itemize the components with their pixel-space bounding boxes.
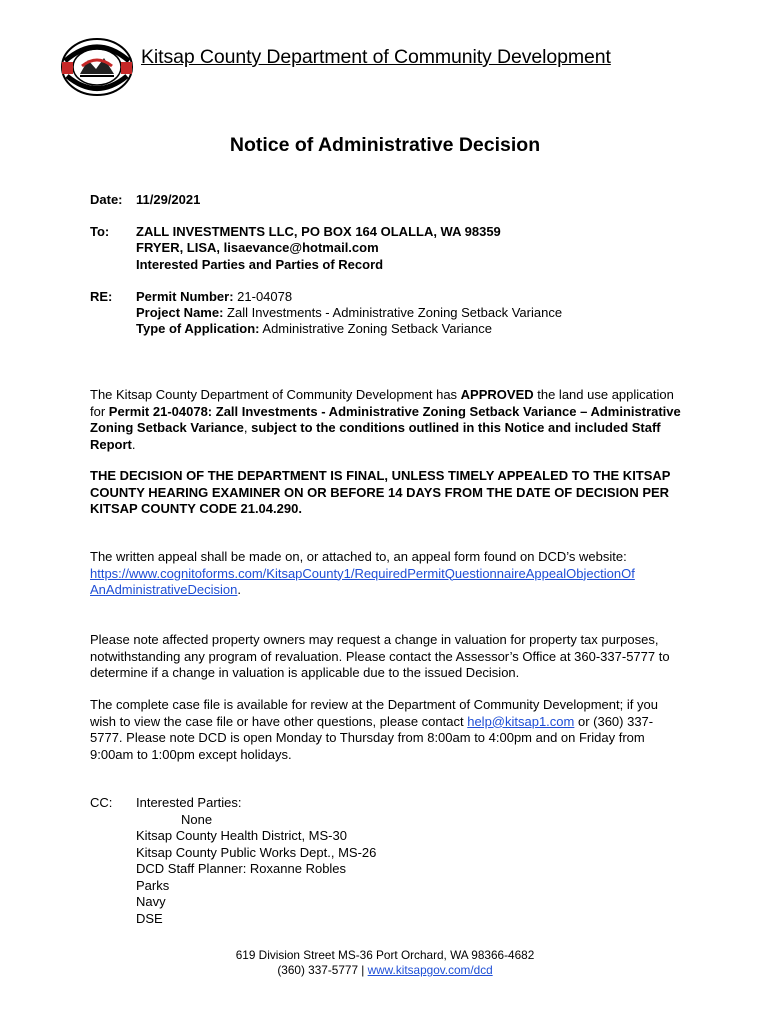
case-file-text-1: The complete case file is available for review at the Department of Community Development; if you wish to view the case file or have other questions, please contact <box>90 697 658 729</box>
cc-recipient: Parks <box>136 878 170 893</box>
permit-title: Permit 21-04078: Zall Investments - Administrative Zoning Setback Variance – Administrative Zoning Setback Variance <box>90 403 681 435</box>
notice-title: Notice of Administrative Decision <box>229 134 541 156</box>
cc-recipient: Kitsap County Public Works Dept., MS-26 <box>136 845 377 860</box>
project-name: Zall Investments - Administrative Zoning Setback Variance <box>227 305 563 320</box>
cc-recipient: Kitsap County Health District, MS-30 <box>136 828 347 843</box>
cc-recipient: Navy <box>136 894 166 909</box>
application-type-label: Type of Application: <box>136 321 260 336</box>
appeal-form-link-cont[interactable]: AnAdministrativeDecision <box>90 582 238 597</box>
date-value: 11/29/2021 <box>136 192 201 207</box>
approved-status: APPROVED <box>460 387 534 402</box>
to-line-3: Interested Parties and Parties of Record <box>136 257 384 272</box>
case-file-paragraph <box>90 697 682 763</box>
application-type-line <box>136 321 492 338</box>
cc-none: None <box>181 812 213 827</box>
footer-address: 619 Division Street MS-36 Port Orchard, WA 98366-4682 <box>235 948 535 962</box>
re-label: RE: <box>90 289 113 304</box>
footer-phone: (360) 337-5777 <box>277 963 359 977</box>
to-line-1: ZALL INVESTMENTS LLC, PO BOX 164 OLALLA, WA 98359 <box>136 224 501 239</box>
valuation-paragraph: Please note affected property owners may request a change in valuation for property tax purposes, notwithstanding any program of revaluation. Please contact the Assessor’s Office at 360-337-5777 to determine if a change in valuation is applicable due to the issued Decision. <box>90 632 670 680</box>
approval-text-3: , <box>243 420 252 435</box>
help-email-link[interactable]: help@kitsap1.com <box>467 713 575 729</box>
cc-recipient: DSE <box>136 911 163 926</box>
appeal-paragraph <box>90 549 682 599</box>
department-title: Kitsap County Department of Community Development <box>141 46 611 68</box>
case-file-text-2: or (360) 337-5777. Please note DCD is open Monday to Thursday from 8:00am to 4:00pm and on Friday from 9:00am to 1:00pm except holidays. <box>90 713 654 762</box>
to-label: To: <box>90 224 110 239</box>
permit-number: 21-04078 <box>237 289 293 304</box>
application-type: Administrative Zoning Setback Variance <box>262 321 492 336</box>
permit-number-line <box>136 289 292 306</box>
cc-heading: Interested Parties: <box>136 795 242 810</box>
to-line-2: FRYER, LISA, lisaevance@hotmail.com <box>136 240 379 255</box>
project-name-label: Project Name: <box>136 305 224 320</box>
final-decision-paragraph: THE DECISION OF THE DEPARTMENT IS FINAL, UNLESS TIMELY APPEALED TO THE KITSAP COUNTY HEARING EXAMINER ON OR BEFORE 14 DAYS FROM THE DATE OF DECISION PER KITSAP COUNTY CODE 21.04.290. <box>90 468 671 516</box>
approval-text-1: The Kitsap County Department of Community Development has <box>90 387 461 402</box>
approval-text-2: the land use application for <box>90 387 674 419</box>
conditions-text: subject to the conditions outlined in this Notice and included Staff Report <box>90 420 661 452</box>
footer <box>0 948 770 978</box>
footer-separator: | <box>358 963 368 977</box>
appeal-form-link[interactable]: https://www.cognitoforms.com/KitsapCounty1/RequiredPermitQuestionnaireAppealObjectionOf <box>90 565 635 581</box>
permit-number-label: Permit Number: <box>136 289 234 304</box>
footer-website-link[interactable]: www.kitsapgov.com/dcd <box>367 963 493 977</box>
cc-label: CC: <box>90 795 113 810</box>
county-seal-logo <box>58 36 136 98</box>
approval-text-end: . <box>131 436 136 452</box>
approval-paragraph <box>90 387 682 453</box>
date-label: Date: <box>90 192 123 207</box>
cc-recipient: DCD Staff Planner: Roxanne Robles <box>136 861 347 876</box>
footer-contact <box>0 963 770 978</box>
appeal-text: The written appeal shall be made on, or attached to, an appeal form found on DCD’s website: <box>90 549 627 564</box>
appeal-text-end: . <box>237 582 242 597</box>
project-name-line <box>136 305 562 322</box>
